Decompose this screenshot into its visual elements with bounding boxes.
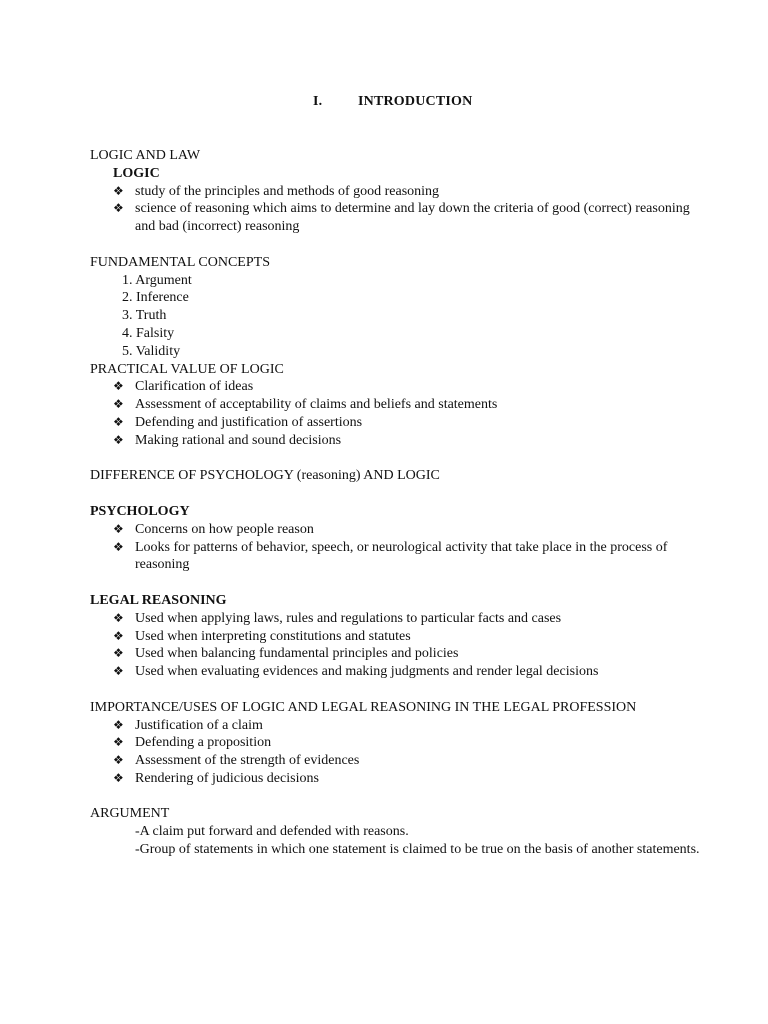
list-item: ❖ Assessment of acceptability of claims and beliefs and statements bbox=[113, 397, 498, 413]
list-item: ❖ Defending a proposition bbox=[113, 735, 272, 751]
numbered-list bbox=[90, 272, 700, 361]
section-number: I. bbox=[313, 94, 323, 109]
diamond-bullet-icon: ❖ bbox=[113, 646, 124, 661]
list-item: ❖ Clarification of ideas bbox=[113, 379, 254, 395]
list-item: ❖ Rendering of judicious decisions bbox=[113, 770, 319, 786]
list-item: 1. Argument bbox=[122, 272, 192, 288]
list-item: ❖ Used when interpreting constitutions and statutes bbox=[113, 628, 411, 644]
section-heading: LOGIC AND LAW bbox=[90, 148, 201, 163]
section-heading: IMPORTANCE/USES OF LOGIC AND LEGAL REASONING IN THE LEGAL PROFESSION bbox=[90, 699, 637, 715]
diamond-bullet-icon: ❖ bbox=[113, 735, 124, 750]
list-item: ❖ Making rational and sound decisions bbox=[113, 432, 342, 448]
list-item: ❖ Assessment of the strength of evidences bbox=[113, 753, 360, 769]
diamond-bullet-icon: ❖ bbox=[113, 379, 124, 394]
bullet-list bbox=[90, 521, 700, 574]
diamond-bullet-icon: ❖ bbox=[113, 753, 124, 768]
argument-definition: -A claim put forward and defended with reasons. bbox=[135, 824, 409, 840]
list-item: ❖ Looks for patterns of behavior, speech, or neurological activity that take place in the process of reasoning bbox=[113, 539, 668, 573]
diamond-bullet-icon: ❖ bbox=[113, 717, 124, 732]
list-item: ❖ Used when applying laws, rules and regulations to particular facts and cases bbox=[113, 610, 562, 626]
diamond-bullet-icon: ❖ bbox=[113, 432, 124, 447]
bullet-list bbox=[90, 183, 700, 236]
bullet-list bbox=[90, 610, 700, 681]
section-heading: LEGAL REASONING bbox=[90, 592, 227, 608]
section-argument bbox=[90, 805, 700, 858]
section-importance bbox=[90, 699, 700, 788]
section-fundamental-concepts bbox=[90, 254, 700, 361]
section-psychology bbox=[90, 503, 700, 574]
section-legal-reasoning bbox=[90, 592, 700, 681]
diamond-bullet-icon: ❖ bbox=[113, 539, 124, 554]
list-item: ❖ study of the principles and methods of good reasoning bbox=[113, 183, 440, 199]
bullet-list bbox=[90, 717, 700, 788]
section-practical-value bbox=[90, 361, 700, 450]
section-heading: PRACTICAL VALUE OF LOGIC bbox=[90, 361, 284, 377]
list-item: 5. Validity bbox=[122, 343, 181, 359]
section-heading: FUNDAMENTAL CONCEPTS bbox=[90, 254, 270, 270]
section-heading-difference: DIFFERENCE OF PSYCHOLOGY (reasoning) AND LOGIC bbox=[90, 468, 440, 484]
diamond-bullet-icon: ❖ bbox=[113, 521, 124, 536]
bullet-list bbox=[90, 378, 700, 449]
diamond-bullet-icon: ❖ bbox=[113, 201, 124, 216]
list-item: 3. Truth bbox=[122, 308, 167, 324]
list-item: 4. Falsity bbox=[122, 325, 175, 341]
diamond-bullet-icon: ❖ bbox=[113, 183, 124, 198]
list-item: ❖ science of reasoning which aims to determine and lay down the criteria of good (correct) reasoning and bad (incorrect) reasoning bbox=[113, 201, 690, 235]
diamond-bullet-icon: ❖ bbox=[113, 397, 124, 412]
page-title bbox=[313, 94, 472, 110]
argument-definition: -Group of statements in which one statement is claimed to be true on the basis of another statements. bbox=[135, 842, 700, 858]
section-logic-and-law bbox=[90, 147, 700, 236]
diamond-bullet-icon: ❖ bbox=[113, 628, 124, 643]
subsection-heading: LOGIC bbox=[113, 165, 160, 181]
document-body bbox=[90, 147, 700, 859]
list-item: ❖ Used when evaluating evidences and making judgments and render legal decisions bbox=[113, 664, 599, 680]
diamond-bullet-icon: ❖ bbox=[113, 770, 124, 785]
list-item: ❖ Justification of a claim bbox=[113, 717, 263, 733]
section-title: INTRODUCTION bbox=[358, 94, 473, 109]
diamond-bullet-icon: ❖ bbox=[113, 664, 124, 679]
list-item: ❖ Defending and justification of assertions bbox=[113, 414, 363, 430]
section-heading: ARGUMENT bbox=[90, 806, 170, 822]
list-item: ❖ Concerns on how people reason bbox=[113, 521, 314, 537]
diamond-bullet-icon: ❖ bbox=[113, 414, 124, 429]
section-heading: PSYCHOLOGY bbox=[90, 503, 190, 519]
list-item: 2. Inference bbox=[122, 290, 189, 306]
diamond-bullet-icon: ❖ bbox=[113, 610, 124, 625]
list-item: ❖ Used when balancing fundamental principles and policies bbox=[113, 646, 459, 662]
